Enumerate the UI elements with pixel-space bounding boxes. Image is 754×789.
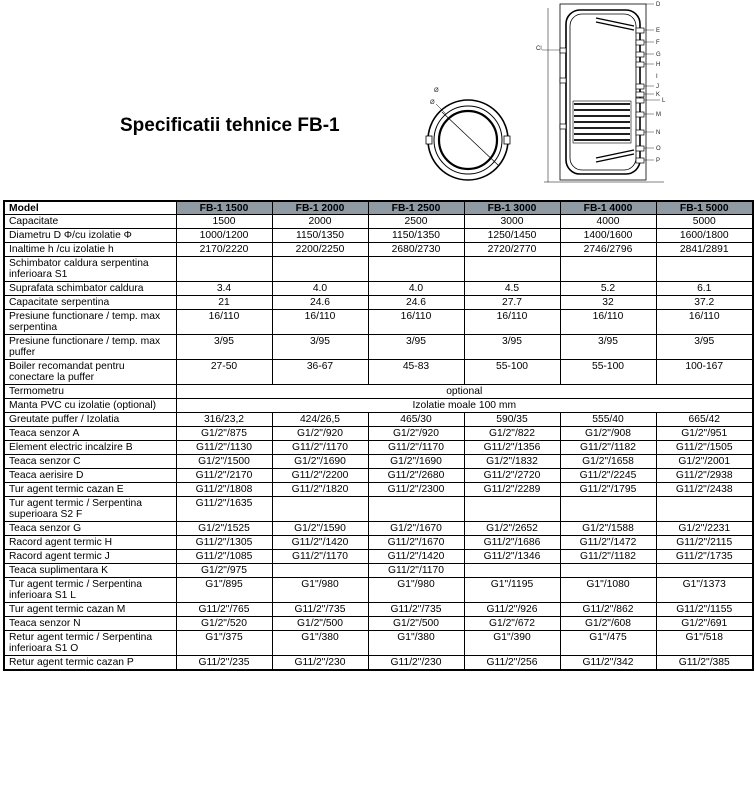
- table-cell: 465/30: [368, 413, 464, 427]
- diagram-label: H: [656, 62, 661, 68]
- table-cell: G1/2"/608: [560, 617, 656, 631]
- table-cell: 5.2: [560, 282, 656, 296]
- table-cell: G11/2"/862: [560, 603, 656, 617]
- diagram-label: F: [656, 40, 660, 46]
- table-cell: 1000/1200: [176, 229, 272, 243]
- table-cell: 3/95: [368, 335, 464, 360]
- row-label: Retur agent termic cazan P: [4, 656, 176, 671]
- table-cell: G1"/518: [656, 631, 753, 656]
- table-cell: 100-167: [656, 360, 753, 385]
- row-label: Teaca senzor G: [4, 522, 176, 536]
- table-row: [4, 385, 753, 399]
- table-cell: 2680/2730: [368, 243, 464, 257]
- table-row: [4, 229, 753, 243]
- table-cell: 24.6: [368, 296, 464, 310]
- table-row: [4, 257, 753, 282]
- table-cell: G11/2"/235: [176, 656, 272, 671]
- row-label: Tur agent termic / Serpentina superioara S2 F: [4, 497, 176, 522]
- table-cell: G1"/475: [560, 631, 656, 656]
- table-cell: 2000: [272, 215, 368, 229]
- table-row: [4, 578, 753, 603]
- table-cell: G1"/1373: [656, 578, 753, 603]
- table-cell: G11/2"/230: [368, 656, 464, 671]
- table-cell: G11/2"/1182: [560, 550, 656, 564]
- table-cell: G1"/980: [272, 578, 368, 603]
- table-row: [4, 550, 753, 564]
- top-view-drawing: [426, 88, 510, 180]
- table-cell: G11/2"/1420: [368, 550, 464, 564]
- table-cell: 16/110: [560, 310, 656, 335]
- diagram-label: Cl: [536, 46, 542, 52]
- table-cell: 1150/1350: [368, 229, 464, 243]
- table-cell: G1/2"/822: [464, 427, 560, 441]
- table-cell: 5000: [656, 215, 753, 229]
- table-cell: [176, 257, 272, 282]
- table-cell: G11/2"/230: [272, 656, 368, 671]
- column-header: FB-1 5000: [656, 201, 753, 215]
- row-label: Presiune functionare / temp. max puffer: [4, 335, 176, 360]
- table-cell: G11/2"/1472: [560, 536, 656, 550]
- table-cell: G1/2"/520: [176, 617, 272, 631]
- row-label: Greutate puffer / Izolatia: [4, 413, 176, 427]
- table-row: [4, 483, 753, 497]
- side-view-drawing: [536, 2, 666, 182]
- table-cell: 424/26,5: [272, 413, 368, 427]
- table-cell: G1/2"/908: [560, 427, 656, 441]
- table-cell: [464, 257, 560, 282]
- table-cell: 316/23,2: [176, 413, 272, 427]
- diagram-label: K: [656, 92, 661, 98]
- column-header: FB-1 1500: [176, 201, 272, 215]
- table-cell: 2500: [368, 215, 464, 229]
- table-cell: G1/2"/1525: [176, 522, 272, 536]
- table-cell: 1600/1800: [656, 229, 753, 243]
- row-label: Tur agent termic cazan M: [4, 603, 176, 617]
- table-cell: G1"/1195: [464, 578, 560, 603]
- table-row: [4, 399, 753, 413]
- table-cell: G1"/390: [464, 631, 560, 656]
- row-label: Capacitate: [4, 215, 176, 229]
- diagram-label: L: [662, 98, 666, 104]
- table-row: [4, 656, 753, 671]
- table-cell: G11/2"/2200: [272, 469, 368, 483]
- table-cell: G11/2"/735: [272, 603, 368, 617]
- table-cell: [560, 257, 656, 282]
- table-cell: 4000: [560, 215, 656, 229]
- table-cell: 16/110: [368, 310, 464, 335]
- table-cell: G11/2"/1670: [368, 536, 464, 550]
- table-cell: G11/2"/1305: [176, 536, 272, 550]
- table-cell: G11/2"/735: [368, 603, 464, 617]
- table-cell: G11/2"/1420: [272, 536, 368, 550]
- table-row: [4, 497, 753, 522]
- table-cell: [656, 564, 753, 578]
- table-cell: G1/2"/1588: [560, 522, 656, 536]
- table-cell: [464, 564, 560, 578]
- table-cell: G11/2"/1346: [464, 550, 560, 564]
- table-cell-merged: optional: [176, 385, 753, 399]
- table-cell: G11/2"/2680: [368, 469, 464, 483]
- diagram-label: J: [656, 84, 659, 90]
- table-row: [4, 360, 753, 385]
- table-cell: [464, 497, 560, 522]
- table-cell: G11/2"/1795: [560, 483, 656, 497]
- table-cell: 3/95: [656, 335, 753, 360]
- diagram-label: Ø: [430, 100, 435, 106]
- table-cell: G1/2"/1590: [272, 522, 368, 536]
- table-cell: [560, 497, 656, 522]
- table-cell: 1400/1600: [560, 229, 656, 243]
- table-cell: 4.0: [272, 282, 368, 296]
- diagram-label: I: [656, 74, 658, 80]
- table-cell: 1150/1350: [272, 229, 368, 243]
- table-cell: 16/110: [656, 310, 753, 335]
- diagram-label: E: [656, 28, 661, 34]
- table-row: [4, 441, 753, 455]
- table-cell: 16/110: [176, 310, 272, 335]
- spec-table: [3, 200, 754, 671]
- table-cell: 55-100: [560, 360, 656, 385]
- table-cell: G11/2"/256: [464, 656, 560, 671]
- row-label: Inaltime h /cu izolatie h: [4, 243, 176, 257]
- table-cell: 32: [560, 296, 656, 310]
- table-cell: G11/2"/385: [656, 656, 753, 671]
- table-cell: 27-50: [176, 360, 272, 385]
- table-cell: [272, 257, 368, 282]
- table-cell: G11/2"/1130: [176, 441, 272, 455]
- table-cell: G11/2"/1170: [368, 441, 464, 455]
- table-cell: [272, 497, 368, 522]
- table-cell: 3/95: [272, 335, 368, 360]
- column-header: FB-1 2000: [272, 201, 368, 215]
- table-cell: G1/2"/2231: [656, 522, 753, 536]
- table-cell: G1"/1080: [560, 578, 656, 603]
- column-header: Model: [4, 201, 176, 215]
- table-cell: [368, 497, 464, 522]
- table-cell-merged: Izolatie moale 100 mm: [176, 399, 753, 413]
- row-label: Manta PVC cu izolatie (optional): [4, 399, 176, 413]
- table-cell: G1/2"/2001: [656, 455, 753, 469]
- table-row: [4, 215, 753, 229]
- table-cell: 55-100: [464, 360, 560, 385]
- table-cell: G1"/895: [176, 578, 272, 603]
- diagram-label: N: [656, 130, 661, 136]
- table-cell: 21: [176, 296, 272, 310]
- row-label: Diametru D Φ/cu izolatie Φ: [4, 229, 176, 243]
- table-cell: G11/2"/1170: [368, 564, 464, 578]
- diagram-label: Ø: [434, 88, 439, 94]
- table-cell: G1"/380: [368, 631, 464, 656]
- table-cell: 3.4: [176, 282, 272, 296]
- table-cell: 555/40: [560, 413, 656, 427]
- table-cell: G1/2"/1690: [272, 455, 368, 469]
- table-cell: G1"/380: [272, 631, 368, 656]
- row-label: Teaca suplimentara K: [4, 564, 176, 578]
- table-cell: G1/2"/920: [368, 427, 464, 441]
- table-cell: 27.7: [464, 296, 560, 310]
- table-cell: [656, 497, 753, 522]
- table-cell: G1/2"/920: [272, 427, 368, 441]
- column-header: FB-1 3000: [464, 201, 560, 215]
- row-label: Teaca senzor C: [4, 455, 176, 469]
- row-label: Teaca senzor A: [4, 427, 176, 441]
- table-cell: 665/42: [656, 413, 753, 427]
- row-label: Tur agent termic cazan E: [4, 483, 176, 497]
- table-row: [4, 455, 753, 469]
- table-cell: G1/2"/1832: [464, 455, 560, 469]
- table-cell: 4.0: [368, 282, 464, 296]
- row-label: Element electric incalzire B: [4, 441, 176, 455]
- table-cell: G11/2"/1686: [464, 536, 560, 550]
- table-cell: G1/2"/975: [176, 564, 272, 578]
- table-row: [4, 282, 753, 296]
- table-cell: G11/2"/2289: [464, 483, 560, 497]
- table-cell: 1500: [176, 215, 272, 229]
- table-cell: 2170/2220: [176, 243, 272, 257]
- table-cell: [656, 257, 753, 282]
- table-cell: G1/2"/875: [176, 427, 272, 441]
- table-cell: G11/2"/1170: [272, 441, 368, 455]
- table-cell: [272, 564, 368, 578]
- table-cell: G1/2"/1670: [368, 522, 464, 536]
- row-label: Termometru: [4, 385, 176, 399]
- table-cell: G11/2"/1505: [656, 441, 753, 455]
- table-cell: G11/2"/1155: [656, 603, 753, 617]
- table-cell: G11/2"/2300: [368, 483, 464, 497]
- table-cell: 6.1: [656, 282, 753, 296]
- table-cell: G11/2"/2438: [656, 483, 753, 497]
- table-cell: G11/2"/2720: [464, 469, 560, 483]
- table-row: [4, 243, 753, 257]
- table-cell: 3/95: [560, 335, 656, 360]
- table-cell: G11/2"/2170: [176, 469, 272, 483]
- table-cell: G1/2"/1690: [368, 455, 464, 469]
- table-cell: 590/35: [464, 413, 560, 427]
- table-cell: G11/2"/926: [464, 603, 560, 617]
- table-cell: [368, 257, 464, 282]
- table-cell: 2746/2796: [560, 243, 656, 257]
- table-cell: G11/2"/1170: [272, 550, 368, 564]
- diagram-label: O: [656, 146, 661, 152]
- table-row: [4, 413, 753, 427]
- table-cell: 2841/2891: [656, 243, 753, 257]
- table-cell: G11/2"/1635: [176, 497, 272, 522]
- tank-diagram: [420, 0, 754, 192]
- table-cell: G11/2"/2245: [560, 469, 656, 483]
- table-header-row: [4, 201, 753, 215]
- table-cell: 3000: [464, 215, 560, 229]
- table-cell: G1/2"/2652: [464, 522, 560, 536]
- table-cell: G1/2"/1500: [176, 455, 272, 469]
- table-cell: G11/2"/765: [176, 603, 272, 617]
- table-row: [4, 631, 753, 656]
- table-row: [4, 522, 753, 536]
- table-cell: G1"/980: [368, 578, 464, 603]
- table-cell: G1/2"/691: [656, 617, 753, 631]
- table-cell: G11/2"/2938: [656, 469, 753, 483]
- table-cell: G1"/375: [176, 631, 272, 656]
- table-cell: G11/2"/1735: [656, 550, 753, 564]
- table-cell: 37.2: [656, 296, 753, 310]
- table-cell: 1250/1450: [464, 229, 560, 243]
- table-cell: G1/2"/672: [464, 617, 560, 631]
- row-label: Retur agent termic / Serpentina inferioara S1 O: [4, 631, 176, 656]
- row-label: Suprafata schimbator caldura: [4, 282, 176, 296]
- table-row: [4, 427, 753, 441]
- table-row: [4, 536, 753, 550]
- row-label: Tur agent termic / Serpentina inferioara S1 L: [4, 578, 176, 603]
- table-cell: G1/2"/500: [368, 617, 464, 631]
- table-cell: 24.6: [272, 296, 368, 310]
- table-cell: 4.5: [464, 282, 560, 296]
- table-cell: G1/2"/1658: [560, 455, 656, 469]
- table-cell: 45-83: [368, 360, 464, 385]
- table-cell: G11/2"/1356: [464, 441, 560, 455]
- column-header: FB-1 2500: [368, 201, 464, 215]
- table-cell: 3/95: [464, 335, 560, 360]
- table-cell: 3/95: [176, 335, 272, 360]
- diagram-label: P: [656, 158, 661, 164]
- table-cell: [560, 564, 656, 578]
- row-label: Boiler recomandat pentru conectare la puffer: [4, 360, 176, 385]
- table-row: [4, 617, 753, 631]
- table-cell: G11/2"/342: [560, 656, 656, 671]
- table-cell: 16/110: [464, 310, 560, 335]
- row-label: Schimbator caldura serpentina inferioara S1: [4, 257, 176, 282]
- row-label: Racord agent termic H: [4, 536, 176, 550]
- table-cell: 2200/2250: [272, 243, 368, 257]
- table-cell: G1/2"/951: [656, 427, 753, 441]
- row-label: Racord agent termic J: [4, 550, 176, 564]
- table-cell: 36-67: [272, 360, 368, 385]
- column-header: FB-1 4000: [560, 201, 656, 215]
- table-cell: G1/2"/500: [272, 617, 368, 631]
- table-row: [4, 296, 753, 310]
- table-cell: G11/2"/1182: [560, 441, 656, 455]
- table-row: [4, 603, 753, 617]
- table-cell: G11/2"/1085: [176, 550, 272, 564]
- table-cell: G11/2"/1820: [272, 483, 368, 497]
- page-title: Specificatii tehnice FB-1: [120, 115, 340, 136]
- table-cell: G11/2"/1808: [176, 483, 272, 497]
- table-cell: 2720/2770: [464, 243, 560, 257]
- table-row: [4, 335, 753, 360]
- diagram-label: D: [656, 2, 661, 8]
- row-label: Presiune functionare / temp. max serpentina: [4, 310, 176, 335]
- row-label: Capacitate serpentina: [4, 296, 176, 310]
- diagram-label: G: [656, 52, 661, 58]
- table-cell: 16/110: [272, 310, 368, 335]
- diagram-label: M: [656, 112, 661, 118]
- table-row: [4, 564, 753, 578]
- table-cell: G11/2"/2115: [656, 536, 753, 550]
- table-row: [4, 310, 753, 335]
- row-label: Teaca senzor N: [4, 617, 176, 631]
- row-label: Teaca aerisire D: [4, 469, 176, 483]
- table-row: [4, 469, 753, 483]
